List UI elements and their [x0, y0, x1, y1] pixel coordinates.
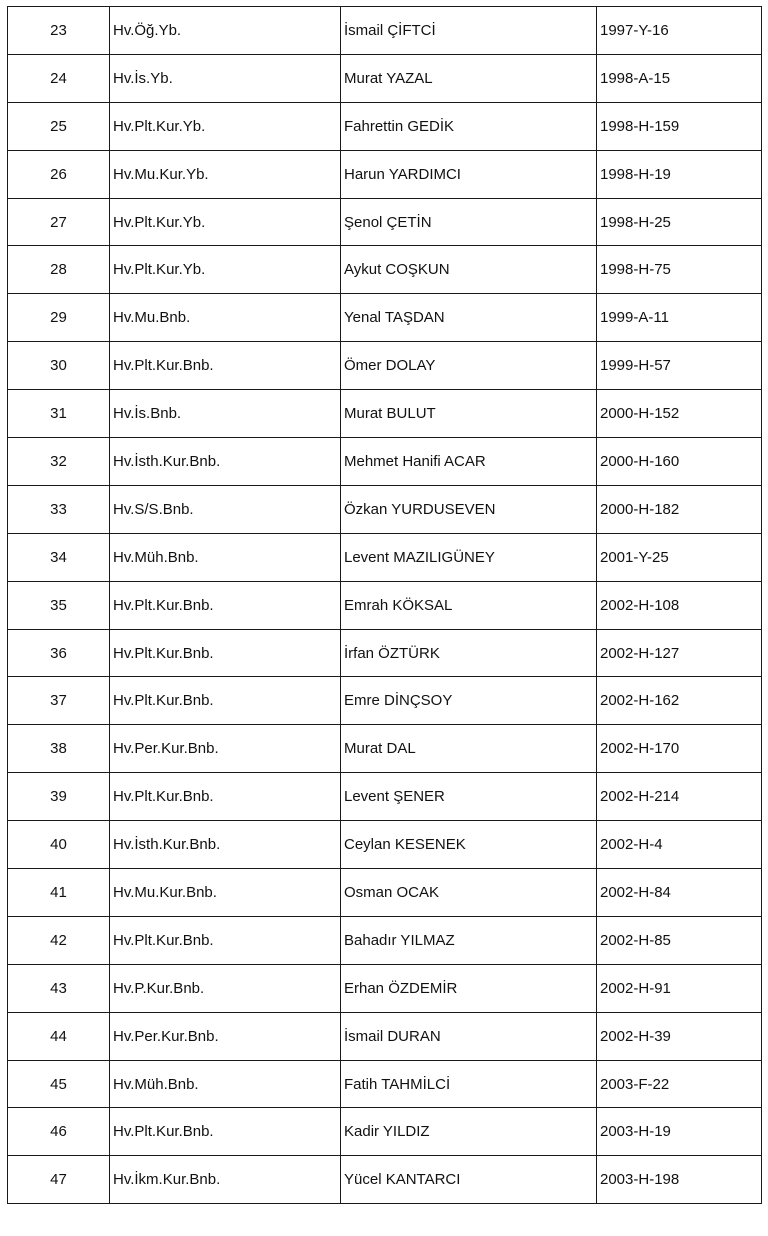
registry-code-cell: 2000-H-152: [597, 390, 762, 438]
rank-cell: Hv.Plt.Kur.Bnb.: [110, 916, 341, 964]
name-cell: Murat DAL: [341, 725, 597, 773]
rank-cell: Hv.Plt.Kur.Bnb.: [110, 1108, 341, 1156]
name-cell: Aykut COŞKUN: [341, 246, 597, 294]
rank-cell: Hv.İs.Yb.: [110, 54, 341, 102]
table-row: [8, 629, 762, 677]
rank-cell: Hv.İs.Bnb.: [110, 390, 341, 438]
table-row: [8, 1108, 762, 1156]
row-number: 29: [8, 294, 110, 342]
rank-cell: Hv.Per.Kur.Bnb.: [110, 725, 341, 773]
name-cell: Harun YARDIMCI: [341, 150, 597, 198]
name-cell: Ceylan KESENEK: [341, 821, 597, 869]
row-number: 28: [8, 246, 110, 294]
rank-cell: Hv.Mu.Kur.Bnb.: [110, 869, 341, 917]
registry-code-cell: 1999-A-11: [597, 294, 762, 342]
name-cell: İrfan ÖZTÜRK: [341, 629, 597, 677]
name-cell: Yücel KANTARCI: [341, 1156, 597, 1204]
table-row: [8, 677, 762, 725]
name-cell: Osman OCAK: [341, 869, 597, 917]
table-row: [8, 1060, 762, 1108]
rank-cell: Hv.Plt.Kur.Bnb.: [110, 581, 341, 629]
rank-cell: Hv.Plt.Kur.Yb.: [110, 102, 341, 150]
registry-code-cell: 2002-H-39: [597, 1012, 762, 1060]
name-cell: Mehmet Hanifi ACAR: [341, 438, 597, 486]
row-number: 42: [8, 916, 110, 964]
rank-cell: Hv.Plt.Kur.Bnb.: [110, 677, 341, 725]
row-number: 36: [8, 629, 110, 677]
registry-code-cell: 1997-Y-16: [597, 7, 762, 55]
registry-code-cell: 2002-H-108: [597, 581, 762, 629]
registry-code-cell: 1998-H-19: [597, 150, 762, 198]
rank-cell: Hv.Plt.Kur.Yb.: [110, 198, 341, 246]
row-number: 37: [8, 677, 110, 725]
row-number: 30: [8, 342, 110, 390]
registry-code-cell: 2000-H-182: [597, 485, 762, 533]
row-number: 45: [8, 1060, 110, 1108]
table-row: [8, 7, 762, 55]
row-number: 23: [8, 7, 110, 55]
rank-cell: Hv.Müh.Bnb.: [110, 533, 341, 581]
registry-code-cell: 1998-H-159: [597, 102, 762, 150]
registry-code-cell: 2002-H-162: [597, 677, 762, 725]
table-row: [8, 869, 762, 917]
table-row: [8, 725, 762, 773]
table-row: [8, 533, 762, 581]
registry-code-cell: 2002-H-84: [597, 869, 762, 917]
row-number: 35: [8, 581, 110, 629]
row-number: 34: [8, 533, 110, 581]
row-number: 31: [8, 390, 110, 438]
table-row: [8, 1156, 762, 1204]
row-number: 25: [8, 102, 110, 150]
rank-cell: Hv.İkm.Kur.Bnb.: [110, 1156, 341, 1204]
table-row: [8, 485, 762, 533]
table-row: [8, 821, 762, 869]
row-number: 33: [8, 485, 110, 533]
personnel-table: [7, 6, 762, 1204]
rank-cell: Hv.S/S.Bnb.: [110, 485, 341, 533]
rank-cell: Hv.Mu.Bnb.: [110, 294, 341, 342]
table-row: [8, 342, 762, 390]
rank-cell: Hv.Per.Kur.Bnb.: [110, 1012, 341, 1060]
rank-cell: Hv.Öğ.Yb.: [110, 7, 341, 55]
registry-code-cell: 1998-H-75: [597, 246, 762, 294]
row-number: 38: [8, 725, 110, 773]
table-row: [8, 246, 762, 294]
registry-code-cell: 2000-H-160: [597, 438, 762, 486]
table-body: [8, 7, 762, 1204]
table-row: [8, 964, 762, 1012]
rank-cell: Hv.İsth.Kur.Bnb.: [110, 438, 341, 486]
name-cell: Fatih TAHMİLCİ: [341, 1060, 597, 1108]
registry-code-cell: 2002-H-85: [597, 916, 762, 964]
name-cell: Murat YAZAL: [341, 54, 597, 102]
name-cell: Şenol ÇETİN: [341, 198, 597, 246]
row-number: 40: [8, 821, 110, 869]
table-row: [8, 916, 762, 964]
row-number: 41: [8, 869, 110, 917]
name-cell: Özkan YURDUSEVEN: [341, 485, 597, 533]
table-row: [8, 54, 762, 102]
row-number: 27: [8, 198, 110, 246]
registry-code-cell: 2002-H-170: [597, 725, 762, 773]
table-row: [8, 198, 762, 246]
row-number: 43: [8, 964, 110, 1012]
table-row: [8, 102, 762, 150]
row-number: 32: [8, 438, 110, 486]
name-cell: Erhan ÖZDEMİR: [341, 964, 597, 1012]
row-number: 47: [8, 1156, 110, 1204]
table-row: [8, 294, 762, 342]
registry-code-cell: 2001-Y-25: [597, 533, 762, 581]
row-number: 44: [8, 1012, 110, 1060]
table-row: [8, 390, 762, 438]
rank-cell: Hv.Plt.Kur.Yb.: [110, 246, 341, 294]
registry-code-cell: 2003-F-22: [597, 1060, 762, 1108]
row-number: 26: [8, 150, 110, 198]
name-cell: Murat BULUT: [341, 390, 597, 438]
rank-cell: Hv.Müh.Bnb.: [110, 1060, 341, 1108]
table-row: [8, 438, 762, 486]
name-cell: Bahadır YILMAZ: [341, 916, 597, 964]
name-cell: Emrah KÖKSAL: [341, 581, 597, 629]
table-row: [8, 1012, 762, 1060]
row-number: 24: [8, 54, 110, 102]
name-cell: İsmail ÇİFTCİ: [341, 7, 597, 55]
registry-code-cell: 2002-H-4: [597, 821, 762, 869]
name-cell: Levent ŞENER: [341, 773, 597, 821]
rank-cell: Hv.İsth.Kur.Bnb.: [110, 821, 341, 869]
name-cell: Ömer DOLAY: [341, 342, 597, 390]
table-row: [8, 581, 762, 629]
registry-code-cell: 1998-H-25: [597, 198, 762, 246]
name-cell: Yenal TAŞDAN: [341, 294, 597, 342]
table-row: [8, 773, 762, 821]
table-row: [8, 150, 762, 198]
name-cell: Kadir YILDIZ: [341, 1108, 597, 1156]
rank-cell: Hv.Plt.Kur.Bnb.: [110, 629, 341, 677]
name-cell: İsmail DURAN: [341, 1012, 597, 1060]
rank-cell: Hv.P.Kur.Bnb.: [110, 964, 341, 1012]
rank-cell: Hv.Mu.Kur.Yb.: [110, 150, 341, 198]
name-cell: Emre DİNÇSOY: [341, 677, 597, 725]
registry-code-cell: 2002-H-127: [597, 629, 762, 677]
name-cell: Fahrettin GEDİK: [341, 102, 597, 150]
row-number: 46: [8, 1108, 110, 1156]
name-cell: Levent MAZILIGÜNEY: [341, 533, 597, 581]
registry-code-cell: 2002-H-91: [597, 964, 762, 1012]
registry-code-cell: 2003-H-19: [597, 1108, 762, 1156]
row-number: 39: [8, 773, 110, 821]
registry-code-cell: 2002-H-214: [597, 773, 762, 821]
registry-code-cell: 2003-H-198: [597, 1156, 762, 1204]
registry-code-cell: 1998-A-15: [597, 54, 762, 102]
registry-code-cell: 1999-H-57: [597, 342, 762, 390]
rank-cell: Hv.Plt.Kur.Bnb.: [110, 342, 341, 390]
rank-cell: Hv.Plt.Kur.Bnb.: [110, 773, 341, 821]
